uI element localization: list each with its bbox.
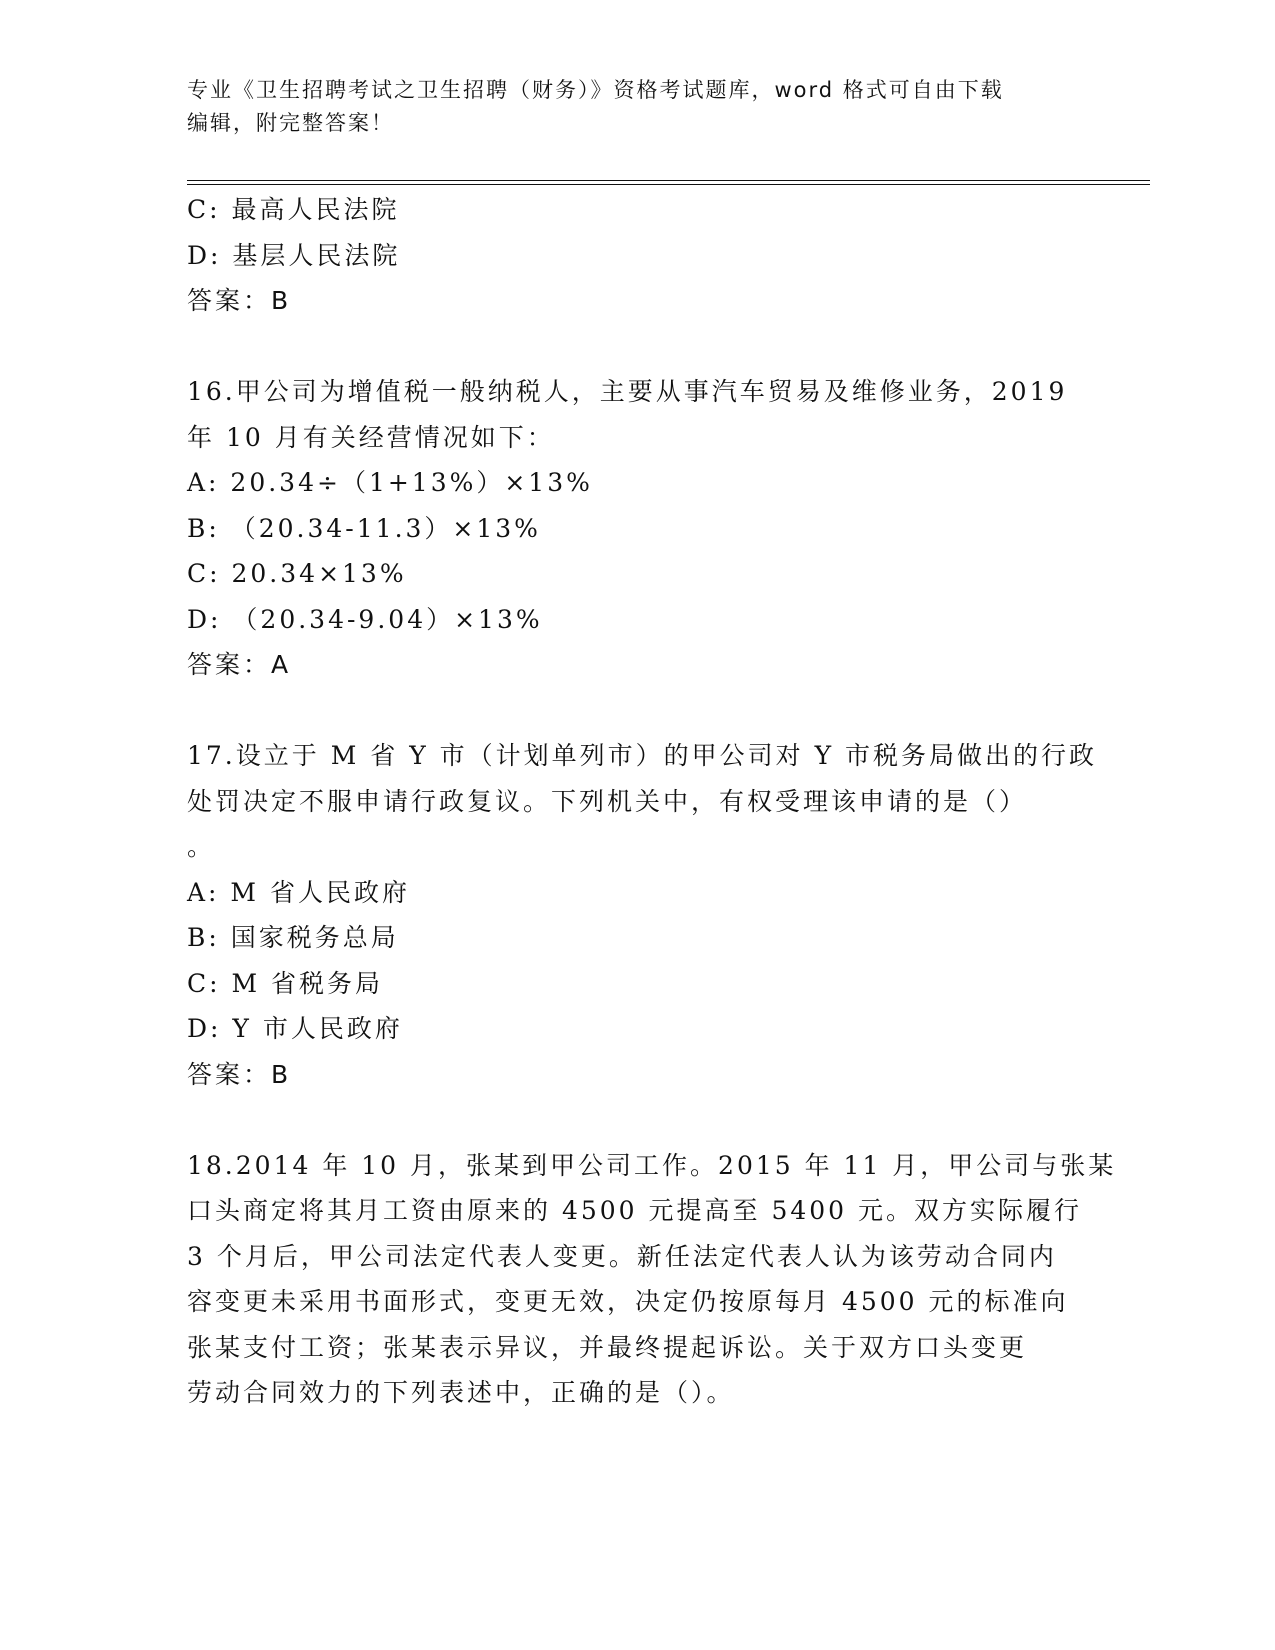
option-line: B: （20.34-11.3）×13% <box>187 513 541 543</box>
question-line: 16.甲公司为增值税一般纳税人，主要从事汽车贸易及维修业务，2019 <box>187 377 1068 406</box>
header-rule-top <box>187 180 1150 181</box>
question-line: 劳动合同效力的下列表述中，正确的是（）。 <box>187 1378 735 1407</box>
question-content <box>187 187 1117 1416</box>
question-line: 17.设立于 M 省 Y 市（计划单列市）的甲公司对 Y 市税务局做出的行政 <box>187 741 1098 770</box>
header-line-1: 专业《卫生招聘考试之卫生招聘（财务）》资格考试题库，word 格式可自由下载 <box>187 78 1004 102</box>
question-line: 容变更未采用书面形式，变更无效，决定仍按原每月 4500 元的标准向 <box>187 1287 1069 1316</box>
header-rule-bottom <box>187 184 1150 185</box>
question-line: 处罚决定不服申请行政复议。下列机关中，有权受理该申请的是（） <box>187 786 1028 816</box>
option-line: D: （20.34-9.04）×13% <box>187 604 543 634</box>
option-line: C: 20.34×13% <box>187 559 407 588</box>
header-line-2: 编辑，附完整答案！ <box>187 111 394 135</box>
option-line: C: M 省税务局 <box>187 968 384 998</box>
option-line: B: 国家税务总局 <box>187 923 399 952</box>
question-line: 3 个月后，甲公司法定代表人变更。新任法定代表人认为该劳动合同内 <box>187 1241 1057 1271</box>
option-line: D: 基层人民法院 <box>187 240 401 270</box>
question-line: 。 <box>187 832 216 861</box>
question-line: 年 10 月有关经营情况如下： <box>187 422 555 452</box>
answer-line: 答案：B <box>187 1059 292 1089</box>
answer-line: 答案：A <box>187 650 292 679</box>
option-line: C: 最高人民法院 <box>187 195 400 224</box>
option-line: A: M 省人民政府 <box>187 877 410 907</box>
question-line: 18.2014 年 10 月，张某到甲公司工作。2015 年 11 月，甲公司与张某 <box>187 1150 1117 1180</box>
answer-line: 答案：B <box>187 286 292 315</box>
question-line: 口头商定将其月工资由原来的 4500 元提高至 5400 元。双方实际履行 <box>187 1196 1083 1225</box>
spacer <box>187 324 1087 370</box>
spacer <box>187 688 1087 734</box>
spacer <box>187 1097 1087 1143</box>
document-header <box>187 74 1087 140</box>
question-line: 张某支付工资；张某表示异议，并最终提起诉讼。关于双方口头变更 <box>187 1332 1028 1362</box>
option-line: A: 20.34÷（1+13%）×13% <box>187 468 593 497</box>
option-line: D: Y 市人民政府 <box>187 1014 403 1043</box>
